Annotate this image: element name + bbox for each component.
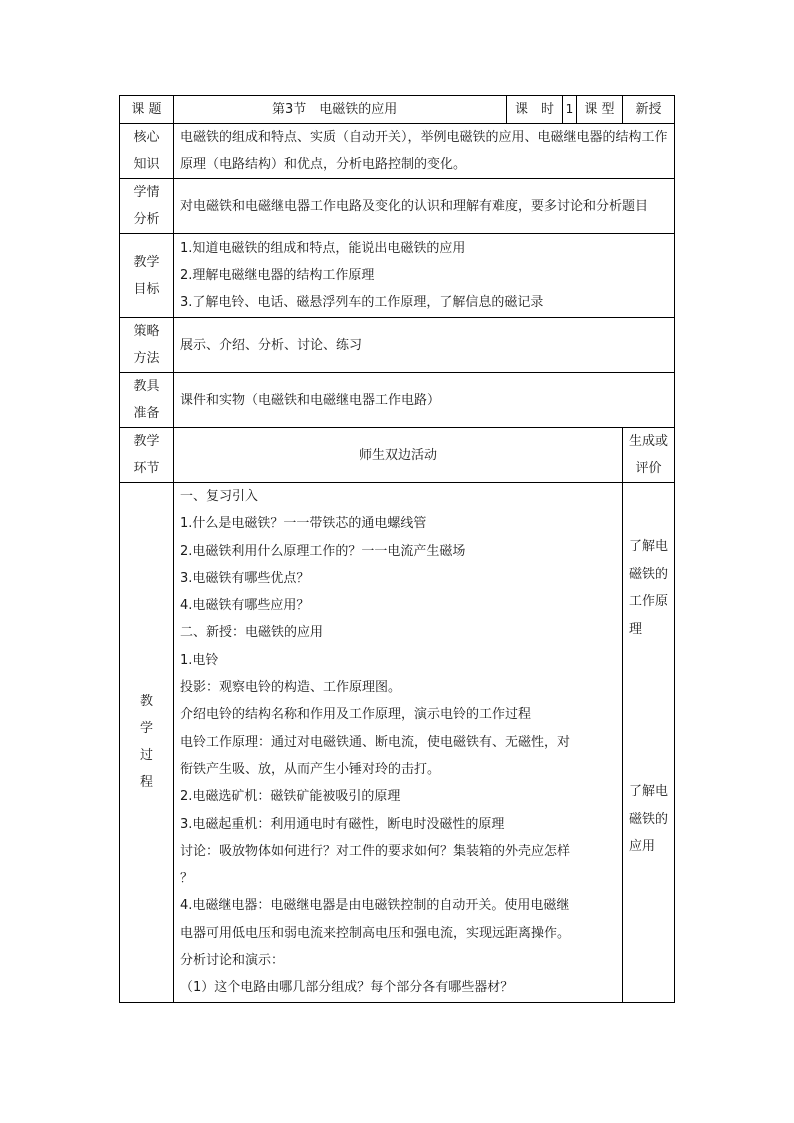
lesson-plan-table: [119, 95, 675, 1003]
strategy-label: 策略 方法: [120, 318, 174, 373]
type-value: 新授: [623, 96, 675, 124]
process-line: 1.什么是电磁铁？一一带铁芯的通电螺线管: [180, 516, 427, 532]
process-line: 2.电磁铁利用什么原理工作的？一一电流产生磁场: [180, 543, 466, 559]
process-line: 4.电磁继电器：电磁继电器是由电磁铁控制的自动开关。使用电磁继: [180, 898, 570, 914]
learning-analysis-label: 学情 分析: [120, 179, 174, 234]
topic-value: 第3节 电磁铁的应用: [174, 96, 507, 124]
process-line: ？: [180, 871, 194, 887]
process-line: 电铃工作原理：通过对电磁铁通、断电流，使电磁铁有、无磁性，对: [180, 734, 571, 750]
activity-header: 师生双边活动: [174, 428, 623, 483]
teaching-aids-row: [120, 373, 675, 428]
process-line: 投影：观察电铃的构造、工作原理图。: [180, 680, 402, 696]
header-row: [120, 96, 675, 124]
goal-item: 3.了解电铃、电话、磁悬浮列车的工作原理，了解信息的磁记录: [180, 295, 544, 310]
strategy-row: [120, 318, 675, 373]
process-line: 衔铁产生吸、放，从而产生小锤对玲的击打。: [180, 761, 441, 777]
goal-item: 1.知道电磁铁的组成和特点，能说出电磁铁的应用: [180, 241, 466, 256]
process-line: 3.电磁铁有哪些优点？: [180, 570, 310, 586]
type-label: 课 型: [577, 96, 623, 124]
eval-note: 工作原: [629, 594, 669, 609]
process-line: （1）这个电路由哪几部分组成？每个部分各有哪些器材？: [180, 980, 514, 996]
core-knowledge-text: 电磁铁的组成和特点、实质（自动开关），举例电磁铁的应用、电磁继电器的结构工作原理（电路结构）和优点，分析电路控制的变化。: [174, 124, 675, 179]
process-line: 分析讨论和演示：: [180, 953, 285, 969]
process-line: 电器可用低电压和弱电流来控制高电压和强电流，实现远距离操作。: [180, 925, 571, 941]
process-line: 1.电铃: [180, 652, 219, 668]
goal-item: 2.理解电磁继电器的结构工作原理: [180, 268, 375, 283]
evaluation-header: 生成或 评价: [623, 428, 675, 483]
teaching-aids-text: 课件和实物（电磁铁和电磁继电器工作电路）: [174, 373, 675, 428]
core-knowledge-label: 核心 知识: [120, 124, 174, 179]
hours-value: 1: [563, 96, 577, 124]
eval-note: 了解电: [629, 539, 669, 554]
learning-analysis-row: [120, 179, 675, 234]
teaching-goals-row: [120, 234, 675, 318]
hours-label: 课 时: [507, 96, 563, 124]
teaching-aids-label: 教具 准备: [120, 373, 174, 428]
eval-note: 理: [629, 621, 643, 637]
eval-note: 磁铁的: [629, 566, 669, 582]
eval-note: 了解电: [629, 784, 669, 799]
eval-note: 应用: [629, 839, 656, 854]
section-label: 教学 环节: [120, 428, 174, 483]
learning-analysis-text: 对电磁铁和电磁继电器工作电路及变化的认识和理解有难度，要多讨论和分析题目: [174, 179, 675, 234]
topic-label: 课 题: [120, 96, 174, 124]
teaching-goals-label: 教学 目标: [120, 234, 174, 318]
teaching-process-row: [120, 483, 675, 1003]
strategy-text: 展示、介绍、分析、讨论、练习: [174, 318, 675, 373]
eval-note: 磁铁的: [629, 811, 669, 827]
evaluation-notes: [623, 483, 675, 1003]
process-line: 二、新授：电磁铁的应用: [180, 625, 324, 641]
process-line: 3.电磁起重机：利用通电时有磁性，断电时没磁性的原理: [180, 816, 505, 832]
process-line: 讨论：吸放物体如何进行？对工件的要求如何？集装箱的外壳应怎样: [180, 843, 571, 859]
teaching-process-label: 教 学 过 程: [120, 483, 174, 1003]
process-line: 一、复习引入: [180, 489, 259, 504]
process-line: 介绍电铃的结构名称和作用及工作原理，演示电铃的工作过程: [180, 707, 532, 723]
process-line: 4.电磁铁有哪些应用？: [180, 598, 310, 614]
core-knowledge-row: [120, 124, 675, 179]
process-line: 2.电磁选矿机：磁铁矿能被吸引的原理: [180, 789, 401, 805]
section-header-row: [120, 428, 675, 483]
teaching-process-activities: [174, 483, 623, 1003]
teaching-goals-list: [174, 234, 675, 318]
